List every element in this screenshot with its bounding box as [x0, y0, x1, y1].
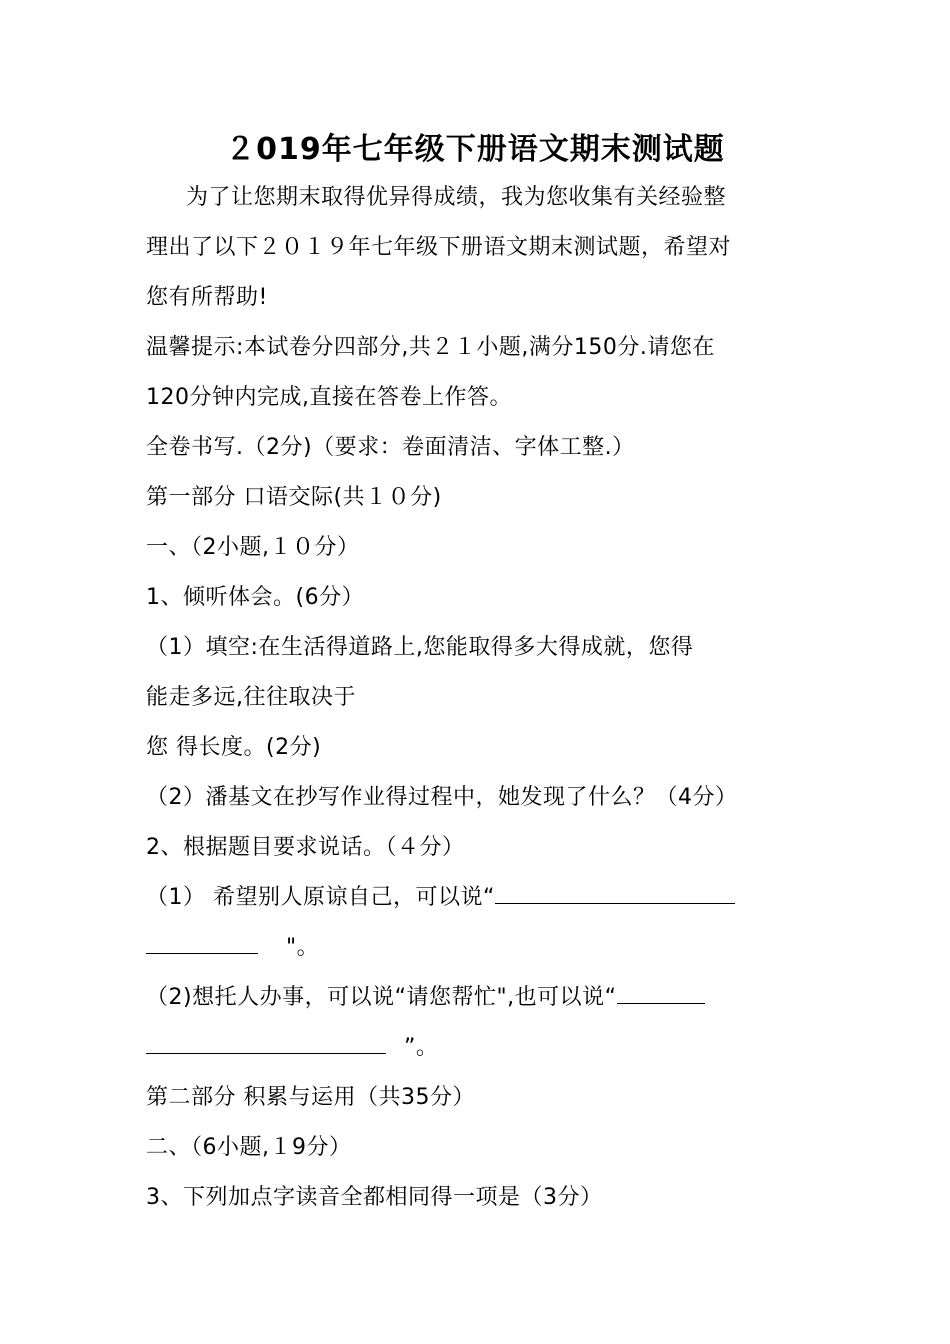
- part-one-heading: 第一部分 口语交际(共１０分): [146, 485, 442, 510]
- answer-blank[interactable]: [146, 931, 258, 954]
- question-2-2-line-2: [146, 1031, 806, 1065]
- section-one-heading: 一、（2小题,１０分）: [146, 535, 360, 560]
- handwriting-requirement: 全卷书写.（2分)（要求：卷面清洁、字体工整.）: [146, 435, 635, 460]
- question-2-2-prompt: （2)想托人办事，可以说“请您帮忙",也可以说“: [146, 985, 617, 1010]
- answer-blank[interactable]: [617, 981, 705, 1004]
- question-2-2-line-1: [146, 981, 806, 1015]
- notice-line-1: 温馨提示:本试卷分四部分,共２１小题,满分150分.请您在: [146, 335, 715, 360]
- section-two-heading: 二、（6小题,１9分）: [146, 1135, 352, 1160]
- question-1-2: （2）潘基文在抄写作业得过程中，她发现了什么？（4分）: [146, 785, 738, 810]
- intro-line-1: 为了让您期末取得优异得成绩，我为您收集有关经验整: [186, 185, 727, 210]
- answer-blank[interactable]: [495, 881, 735, 904]
- question-2-heading: 2、根据题目要求说话。（４分）: [146, 835, 465, 860]
- question-2-1-line-2: [146, 931, 806, 965]
- question-1-1-line-3: 您 得长度。(2分): [146, 735, 322, 760]
- question-3-heading: 3、下列加点字读音全都相同得一项是（3分）: [146, 1185, 603, 1210]
- notice-line-2: 120分钟内完成,直接在答卷上作答。: [146, 385, 512, 410]
- question-1-1-line-1: （1）填空:在生活得道路上,您能取得多大得成就，您得: [146, 635, 694, 660]
- part-two-heading: 第二部分 积累与运用（共35分）: [146, 1085, 475, 1110]
- document-title: ２019年七年级下册语文期末测试题: [225, 132, 725, 167]
- question-2-1-closing: "。: [286, 935, 320, 960]
- question-2-2-closing: ”。: [404, 1035, 439, 1060]
- question-2-1-prompt: （1） 希望别人原谅自己，可以说“: [146, 885, 495, 910]
- answer-blank[interactable]: [146, 1031, 386, 1054]
- intro-line-3: 您有所帮助!: [146, 285, 268, 310]
- question-1-heading: 1、倾听体会。(6分）: [146, 585, 365, 610]
- question-1-1-line-2: 能走多远,往往取决于: [146, 685, 356, 710]
- question-2-1-line-1: [146, 881, 806, 915]
- intro-line-2: 理出了以下２０１９年七年级下册语文期末测试题，希望对: [146, 235, 732, 260]
